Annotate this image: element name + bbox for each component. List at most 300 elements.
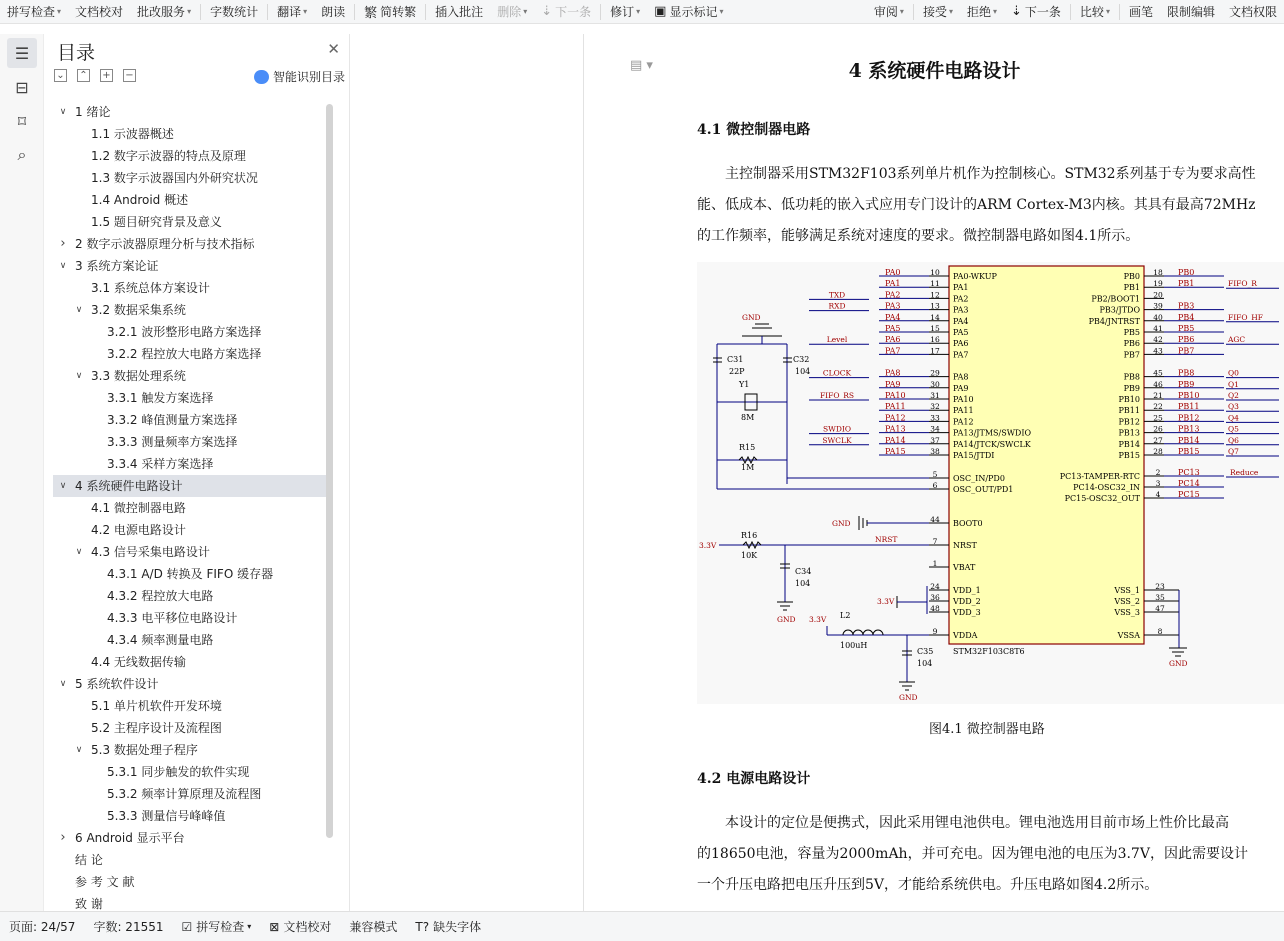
word-count[interactable]: 字数: 21551 <box>93 920 164 934</box>
pin-number: 16 <box>930 335 940 345</box>
pin-name: PB15 <box>1118 451 1140 460</box>
net-label: PA0 <box>885 268 901 277</box>
toc-item-label: 3.3.4 采样方案选择 <box>107 457 214 471</box>
toolbar-button[interactable] <box>960 0 1004 24</box>
component-label: 104 <box>917 659 933 668</box>
pin-name: PA14/JTCK/SWCLK <box>953 439 1031 449</box>
toc-item[interactable] <box>53 277 331 299</box>
toc-item[interactable] <box>53 453 331 475</box>
toc-item[interactable] <box>53 233 331 255</box>
toc-item[interactable] <box>53 563 331 585</box>
toolbar-button[interactable] <box>428 0 490 24</box>
toolbar-separator <box>1119 4 1120 20</box>
review-toolbar <box>0 0 1284 24</box>
pin-number: 12 <box>930 290 940 300</box>
signal-label: CLOCK <box>822 368 852 378</box>
close-panel-icon[interactable]: ✕ <box>327 40 340 58</box>
toolbar-button-label: 比较 <box>1079 5 1104 19</box>
toc-item-label: 结 论 <box>75 853 103 867</box>
toolbar-button[interactable] <box>357 0 423 24</box>
chevron-down-icon[interactable]: ∨ <box>75 547 83 557</box>
toc-item[interactable] <box>53 145 331 167</box>
pin-number: 15 <box>930 324 940 333</box>
toc-tree <box>45 98 339 911</box>
missing-font-status[interactable] <box>406 918 490 935</box>
pin-name: PA13/JTMS/SWDIO <box>953 428 1032 438</box>
net-label: PB12 <box>1178 413 1200 423</box>
power-label: 3.3V <box>809 615 827 624</box>
toolbar-button[interactable] <box>130 0 198 24</box>
toolbar-button[interactable] <box>867 0 911 24</box>
toc-item[interactable] <box>53 189 331 211</box>
net-label: PA8 <box>885 368 901 378</box>
toc-item-label: 4 系统硬件电路设计 <box>75 479 183 493</box>
toc-item-label: 致 谢 <box>75 897 103 911</box>
toc-item-label: 4.1 微控制器电路 <box>91 501 186 515</box>
pin-name: VBAT <box>953 563 976 572</box>
pin-name: PA6 <box>953 339 969 349</box>
net-label: PA3 <box>885 301 901 311</box>
checkbox-icon: ☑ <box>181 919 193 934</box>
toolbar-button-label: 下一条 <box>1024 5 1061 19</box>
toc-item[interactable] <box>53 629 331 651</box>
toc-icon: ☰ <box>14 43 30 63</box>
chevron-down-icon[interactable]: ∨ <box>75 745 83 755</box>
pin-name: PB12 <box>1118 417 1140 427</box>
signal-label: Q3 <box>1228 402 1239 412</box>
pin-number: 36 <box>930 593 940 602</box>
toc-item[interactable] <box>53 167 331 189</box>
paragraph-line: 的工作频率，能够满足系统对速度的要求。微控制器电路如图4.1所示。 <box>697 228 1140 244</box>
pin-name: VDD_1 <box>953 586 981 595</box>
chevron-right-icon[interactable]: › <box>60 830 66 845</box>
component-label: 1M <box>741 463 755 472</box>
pin-name: PB8 <box>1123 372 1140 382</box>
toc-item[interactable] <box>53 585 331 607</box>
pin-name: PB4/JNTRST <box>1088 316 1140 326</box>
nav-rail-button[interactable] <box>7 72 37 102</box>
proofread-icon: ⊠ <box>269 919 280 934</box>
toolbar-button[interactable] <box>270 0 314 24</box>
toc-item[interactable] <box>53 475 331 497</box>
chevron-right-icon[interactable]: › <box>60 236 66 251</box>
component-label: C31 <box>727 355 744 364</box>
chevron-down-icon[interactable]: ∨ <box>59 261 67 271</box>
pin-name: PB9 <box>1123 383 1140 393</box>
pin-number: 42 <box>1153 335 1163 345</box>
compat-mode[interactable]: 兼容模式 <box>349 920 398 934</box>
mcu-schematic <box>697 262 1284 704</box>
net-label: PA1 <box>885 279 901 289</box>
mcu-schematic-figure <box>697 262 1284 704</box>
toc-item[interactable] <box>53 849 331 871</box>
paragraph-line: 一个升压电路把电压升压到5V，才能给系统供电。升压电路如图4.2所示。 <box>697 877 1159 893</box>
toolbar-button[interactable] <box>203 0 265 24</box>
toc-item-label: 4.3.3 电平移位电路设计 <box>107 611 238 625</box>
pin-number: 47 <box>1155 604 1165 613</box>
toc-item[interactable] <box>53 211 331 233</box>
ground-label: GND <box>1169 659 1188 668</box>
pin-number: 1 <box>932 559 938 568</box>
chevron-down-icon[interactable]: ∨ <box>75 305 83 315</box>
pin-name: PC13-TAMPER-RTC <box>1059 472 1140 481</box>
toc-item-label: 1.2 数字示波器的特点及原理 <box>91 149 246 163</box>
toc-item[interactable] <box>53 299 331 321</box>
toc-item-label: 3.3.1 触发方案选择 <box>107 391 214 405</box>
pin-name: OSC_OUT/PD1 <box>953 485 1014 494</box>
font-icon: T? <box>415 919 430 934</box>
toolbar-separator <box>600 4 601 20</box>
pin-number: 41 <box>1153 324 1163 333</box>
pin-number: 26 <box>1153 424 1163 434</box>
toc-item[interactable] <box>53 871 331 893</box>
caret-down-icon: ▾ <box>636 7 641 16</box>
net-label: PB11 <box>1178 402 1200 412</box>
pin-name: PA1 <box>953 283 969 293</box>
caret-down-icon: ▾ <box>899 7 904 16</box>
ground-symbol <box>742 324 782 336</box>
component-label: 10K <box>741 551 758 560</box>
toolbar-button[interactable] <box>1222 0 1284 24</box>
toc-item-label: 3.3 数据处理系统 <box>91 369 186 383</box>
pin-name: PB14 <box>1118 439 1140 449</box>
toc-item[interactable] <box>53 827 331 849</box>
toc-item[interactable] <box>53 255 331 277</box>
net-label: PA2 <box>885 290 901 300</box>
toc-item[interactable] <box>53 343 331 365</box>
signal-label: Reduce <box>1230 468 1259 477</box>
toc-item-label: 5.3.1 同步触发的软件实现 <box>107 765 250 779</box>
pin-number: 46 <box>1153 379 1163 389</box>
pin-number: 19 <box>1153 279 1163 289</box>
net-label: PB7 <box>1178 346 1195 356</box>
pin-number: 30 <box>930 379 940 389</box>
pin-number: 21 <box>1153 391 1163 400</box>
component-label: 104 <box>795 367 811 376</box>
pin-number: 35 <box>1155 593 1165 602</box>
pin-number: 37 <box>930 435 940 445</box>
ground-label: GND <box>832 519 851 528</box>
net-label: PA9 <box>885 379 901 389</box>
pin-name: PA10 <box>953 395 974 404</box>
toc-item-label: 5 系统软件设计 <box>75 677 159 691</box>
caret-down-icon: ▾ <box>303 7 308 16</box>
collapse-all-icon[interactable]: − <box>123 69 136 82</box>
toc-item[interactable] <box>53 695 331 717</box>
toolbar-button-label: 画笔 <box>1128 5 1153 19</box>
pin-number: 48 <box>930 604 940 613</box>
expand-all-icon[interactable]: + <box>100 69 113 82</box>
signal-label: TXD <box>828 290 846 300</box>
toolbar-button[interactable] <box>68 0 130 24</box>
toc-item[interactable] <box>53 519 331 541</box>
net-label: PA14 <box>885 435 906 445</box>
ground-symbol <box>1169 648 1187 656</box>
toc-item-label: 1.5 题目研究背景及意义 <box>91 215 222 229</box>
toc-item-label: 5.3.3 测量信号峰峰值 <box>107 809 226 823</box>
toolbar-button[interactable] <box>1122 0 1160 24</box>
signal-label: RXD <box>828 301 846 311</box>
signal-label: SWDIO <box>823 424 851 434</box>
component-label: R15 <box>739 443 756 452</box>
power-label: 3.3V <box>699 541 717 550</box>
toc-item-label: 1 绪论 <box>75 105 111 119</box>
component-label: R16 <box>741 531 758 540</box>
pin-number: 18 <box>1153 268 1163 277</box>
net-label: PC13 <box>1178 468 1200 477</box>
section-4-2-title: 4.2 电源电路设计 <box>697 771 811 787</box>
toolbar-button-label: 插入批注 <box>435 5 484 19</box>
navigation-icon: ⊟ <box>15 77 29 97</box>
toolbar-button[interactable] <box>0 0 68 24</box>
toolbar-button[interactable] <box>603 0 647 24</box>
pin-number: 27 <box>1153 435 1163 445</box>
ground-label: GND <box>777 615 796 624</box>
toolbar-glyph-icon: ⇣ <box>541 4 553 19</box>
capacitor-symbol <box>713 358 792 362</box>
pin-number: 32 <box>930 402 940 412</box>
toc-item-label: 4.3.1 A/D 转换及 FIFO 缓存器 <box>107 567 274 581</box>
pin-number: 38 <box>930 447 940 456</box>
toc-item[interactable] <box>53 805 331 827</box>
pin-number: 39 <box>1153 301 1163 311</box>
toolbar-button-label: 字数统计 <box>210 5 259 19</box>
pin-name: BOOT0 <box>953 519 983 528</box>
ground-symbol <box>899 682 915 690</box>
toc-item-label: 3.1 系统总体方案设计 <box>91 281 210 295</box>
toolbar-button[interactable] <box>916 0 960 24</box>
signal-label: Q6 <box>1228 435 1239 445</box>
component-label: C34 <box>795 567 812 576</box>
toolbar-button[interactable] <box>534 0 598 24</box>
caret-down-icon: ▾ <box>992 7 997 16</box>
chevron-down-icon[interactable]: ∨ <box>59 107 67 117</box>
toolbar-button-label: 批改服务 <box>137 5 186 19</box>
toolbar-button-label: 修订 <box>610 5 635 19</box>
toc-scrollbar[interactable] <box>326 104 333 838</box>
pin-number: 45 <box>1153 368 1163 378</box>
toc-item-label: 1.4 Android 概述 <box>91 193 189 207</box>
toc-item-label: 4.3 信号采集电路设计 <box>91 545 210 559</box>
component-label: C35 <box>917 647 934 656</box>
toolbar-separator <box>913 4 914 20</box>
component-label: L2 <box>840 611 851 620</box>
toc-item-label: 1.3 数字示波器国内外研究状况 <box>91 171 258 185</box>
ground-symbol <box>859 516 867 530</box>
paragraph-line: 能、低成本、低功耗的嵌入式应用专门设计的ARM Cortex-M3内核。其具有最高72MHz <box>697 197 1256 213</box>
signal-label: Q5 <box>1228 424 1239 434</box>
caret-down-icon: ▾ <box>57 7 62 16</box>
toolbar-button[interactable] <box>490 0 534 24</box>
component-label: 8M <box>741 413 755 422</box>
pin-number: 8 <box>1157 627 1163 636</box>
toc-item[interactable] <box>53 431 331 453</box>
section-4-2-paragraph <box>697 808 1284 901</box>
toc-item-label: 1.1 示波器概述 <box>91 127 174 141</box>
net-label: PB3 <box>1178 301 1195 311</box>
signal-label: Q7 <box>1228 447 1239 456</box>
toolbar-glyph-icon: ▣ <box>654 4 667 19</box>
toc-item[interactable] <box>53 651 331 673</box>
toolbar-button-label: 拼写检查 <box>7 5 56 19</box>
toc-item[interactable] <box>53 365 331 387</box>
pin-name: PA8 <box>953 372 969 382</box>
net-label: PA13 <box>885 424 906 434</box>
toc-item[interactable] <box>53 123 331 145</box>
net-label: PB1 <box>1178 279 1195 289</box>
component-label: C32 <box>793 355 810 364</box>
toc-item[interactable] <box>53 761 331 783</box>
toc-item-label: 4.2 电源电路设计 <box>91 523 186 537</box>
net-label: PA4 <box>885 312 901 322</box>
pin-name: PA7 <box>953 350 969 360</box>
pin-name: NRST <box>953 541 977 550</box>
pin-name: PC14-OSC32_IN <box>1073 483 1140 492</box>
toc-item[interactable] <box>53 739 331 761</box>
chip-name-label: STM32F103C8T6 <box>953 647 1025 656</box>
pin-name: PB6 <box>1123 339 1140 349</box>
toc-item[interactable] <box>53 607 331 629</box>
smart-toc-label: 智能识别目录 <box>272 70 345 84</box>
toolbar-button[interactable] <box>647 0 730 24</box>
proofread-label: 文档校对 <box>283 920 332 934</box>
document-settings-icon[interactable]: ▤ ▾ <box>630 58 653 73</box>
spell-check-label: 拼写检查 <box>196 920 245 934</box>
net-label: PA15 <box>885 447 906 456</box>
proofread-status[interactable] <box>260 918 340 935</box>
toc-item[interactable] <box>53 101 331 123</box>
toc-item[interactable] <box>53 497 331 519</box>
figure-caption: 图4.1 微控制器电路 <box>929 722 1045 737</box>
spell-check-status[interactable] <box>173 918 261 935</box>
pin-number: 34 <box>930 424 940 434</box>
toolbar-button[interactable] <box>1004 0 1068 24</box>
section-4-1-paragraph <box>697 159 1284 252</box>
toolbar-separator <box>200 4 201 20</box>
page-indicator[interactable]: 页面: 24/57 <box>9 920 76 934</box>
toc-item[interactable] <box>53 717 331 739</box>
pin-number: 43 <box>1153 346 1163 356</box>
pin-number: 11 <box>930 279 940 289</box>
toc-item-label: 4.3.2 程控放大电路 <box>107 589 214 603</box>
inductor-symbol <box>843 630 883 635</box>
toc-rail-button[interactable] <box>7 38 37 68</box>
net-label: PA7 <box>885 346 901 356</box>
chevron-down-icon[interactable]: ∨ <box>59 481 67 491</box>
pin-name: PB13 <box>1118 428 1140 438</box>
toc-item[interactable] <box>53 321 331 343</box>
toolbar-button[interactable] <box>314 0 352 24</box>
search-icon: ⌕ <box>17 145 27 164</box>
caret-down-icon: ▾ <box>948 7 953 16</box>
smart-toc-button[interactable] <box>254 68 345 85</box>
toc-item-label: 5.1 单片机软件开发环境 <box>91 699 222 713</box>
pin-number: 4 <box>1155 490 1161 499</box>
toolbar-button-label: 下一条 <box>555 5 592 19</box>
chevron-down-icon[interactable]: ∨ <box>75 371 83 381</box>
toolbar-button-label: 显示标记 <box>669 5 718 19</box>
signal-label: FIFO_RS <box>819 391 855 400</box>
toolbar-separator <box>425 4 426 20</box>
pin-name: PC15-OSC32_OUT <box>1064 494 1140 503</box>
toc-panel <box>44 34 350 911</box>
signal-label: Q0 <box>1228 368 1239 378</box>
collapse-down-icon[interactable]: ⌄ <box>54 69 67 82</box>
paragraph-line: 的18650电池，容量为2000mAh，并可充电。因为锂电池的电压为3.7V，因此需要设计 <box>697 846 1248 862</box>
pin-name: VSS_1 <box>1114 586 1140 595</box>
pin-name: PA3 <box>953 305 969 315</box>
toc-panel-title: 目录 <box>57 42 96 64</box>
pin-number: 22 <box>1153 402 1163 412</box>
search-rail-button[interactable] <box>7 140 37 170</box>
pin-name: PB2/BOOT1 <box>1091 294 1140 304</box>
toolbar-button-label: 接受 <box>922 5 947 19</box>
bookmark-rail-button[interactable] <box>7 106 37 136</box>
component-label: 100uH <box>840 641 868 650</box>
toc-item[interactable] <box>53 409 331 431</box>
toc-item-label: 2 数字示波器原理分析与技术指标 <box>75 237 255 251</box>
pin-number: 23 <box>1155 582 1165 591</box>
chevron-down-icon[interactable]: ∨ <box>59 679 67 689</box>
toc-item[interactable] <box>53 783 331 805</box>
pin-name: PB10 <box>1118 395 1140 404</box>
pin-number: 14 <box>930 312 940 322</box>
pin-name: PA12 <box>953 417 974 427</box>
net-label: PA11 <box>885 402 906 412</box>
toc-item[interactable] <box>53 673 331 695</box>
toolbar-button[interactable] <box>1073 0 1117 24</box>
toolbar-button[interactable] <box>1160 0 1222 24</box>
status-bar <box>0 911 1284 941</box>
signal-label: FIFO_HF <box>1228 312 1264 322</box>
collapse-up-icon[interactable]: ⌃ <box>77 69 90 82</box>
toc-item-label: 3.2.2 程控放大电路方案选择 <box>107 347 262 361</box>
toolbar-button-label: 文档校对 <box>75 5 124 19</box>
toc-item[interactable] <box>53 541 331 563</box>
toolbar-separator <box>354 4 355 20</box>
pin-name: PA5 <box>953 328 969 337</box>
ground-symbol <box>777 602 793 610</box>
net-label: PB14 <box>1178 435 1200 445</box>
toc-item-label: 3.3.3 测量频率方案选择 <box>107 435 238 449</box>
component-label: 22P <box>729 367 745 376</box>
toc-item[interactable] <box>53 387 331 409</box>
pin-number: 13 <box>930 301 940 311</box>
net-label: PA10 <box>885 391 906 400</box>
toc-level-controls <box>54 69 146 82</box>
pin-number: 9 <box>932 627 938 636</box>
pin-number: 2 <box>1155 468 1161 477</box>
pin-number: 17 <box>930 346 940 356</box>
toolbar-button-label: 审阅 <box>873 5 898 19</box>
signal-label: AGC <box>1228 335 1246 345</box>
chapter-title: 4 系统硬件电路设计 <box>848 60 1021 82</box>
pin-number: 7 <box>932 537 938 546</box>
signal-label: Level <box>826 335 848 345</box>
toc-item-label: 5.3.2 频率计算原理及流程图 <box>107 787 262 801</box>
toolbar-button-label: 拒绝 <box>966 5 991 19</box>
toc-item[interactable] <box>53 893 331 911</box>
pin-number: 28 <box>1153 447 1163 456</box>
pin-name: VDD_2 <box>953 597 981 606</box>
net-label: PB13 <box>1178 424 1200 434</box>
ground-label: GND <box>899 693 918 702</box>
toolbar-separator <box>267 4 268 20</box>
ground-label: GND <box>742 313 761 322</box>
pin-number: 6 <box>932 481 938 490</box>
net-label: PA12 <box>885 413 906 423</box>
toc-item-label: 5.3 数据处理子程序 <box>91 743 198 757</box>
